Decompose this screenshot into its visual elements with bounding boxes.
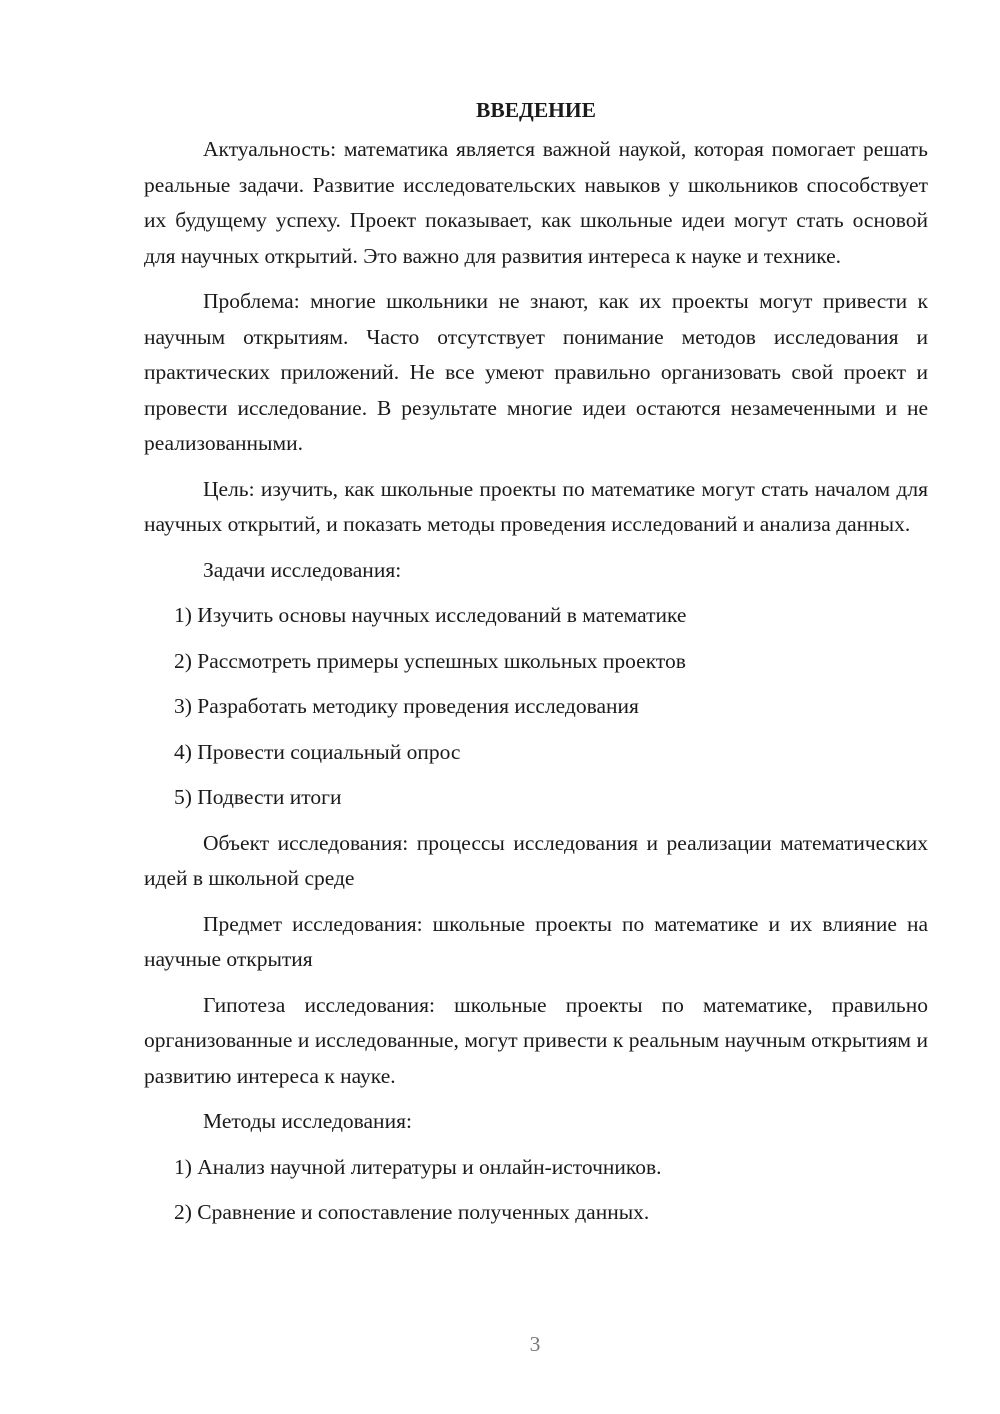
methods-heading: Методы исследования: (203, 1109, 412, 1133)
task-item: 4) Провести социальный опрос (174, 739, 461, 764)
object-paragraph: Объект исследования: процессы исследования и реализации математических идей в школьной среде (144, 830, 928, 890)
task-item: 2) Рассмотреть примеры успешных школьных проектов (174, 648, 686, 673)
relevance-paragraph: Актуальность: математика является важной наукой, которая помогает решать реальные задачи. Развитие исследовательских навыков у школьников способствует их будущему успеху. Проект показывает, как школьные идеи могут стать основой для научных открытий. Это важно для развития интереса к науке и технике. (144, 137, 928, 268)
method-item: 1) Анализ научной литературы и онлайн-источников. (174, 1154, 662, 1179)
goal-paragraph: Цель: изучить, как школьные проекты по математике могут стать началом для научных открытий, и показать методы проведения исследований и анализа данных. (144, 476, 928, 536)
method-item: 2) Сравнение и сопоставление полученных данных. (174, 1200, 650, 1224)
tasks-heading: Задачи исследования: (203, 557, 402, 582)
task-item: 3) Разработать методику проведения исследования (174, 694, 639, 718)
section-title: ВВЕДЕНИЕ (476, 98, 596, 122)
methods-list (144, 1150, 928, 1231)
page-content (144, 92, 928, 1241)
subject-paragraph: Предмет исследования: школьные проекты по математике и их влияние на научные открытия (144, 911, 928, 971)
task-item: 1) Изучить основы научных исследований в математике (174, 603, 687, 627)
task-item: 5) Подвести итоги (174, 785, 342, 809)
tasks-list (144, 598, 928, 816)
problem-paragraph: Проблема: многие школьники не знают, как их проекты могут привести к научным открытиям. Часто отсутствует понимание методов исследования и практических приложений. Не все умеют правильно организовать свой проект и провести исследование. В результате многие идеи остаются незамеченными и не реализованными. (144, 289, 928, 455)
page-number: 3 (529, 1332, 541, 1356)
hypothesis-paragraph: Гипотеза исследования: школьные проекты по математике, правильно организованные и исследованные, могут привести к реальным научным открытиям и развитию интереса к науке. (144, 992, 928, 1088)
